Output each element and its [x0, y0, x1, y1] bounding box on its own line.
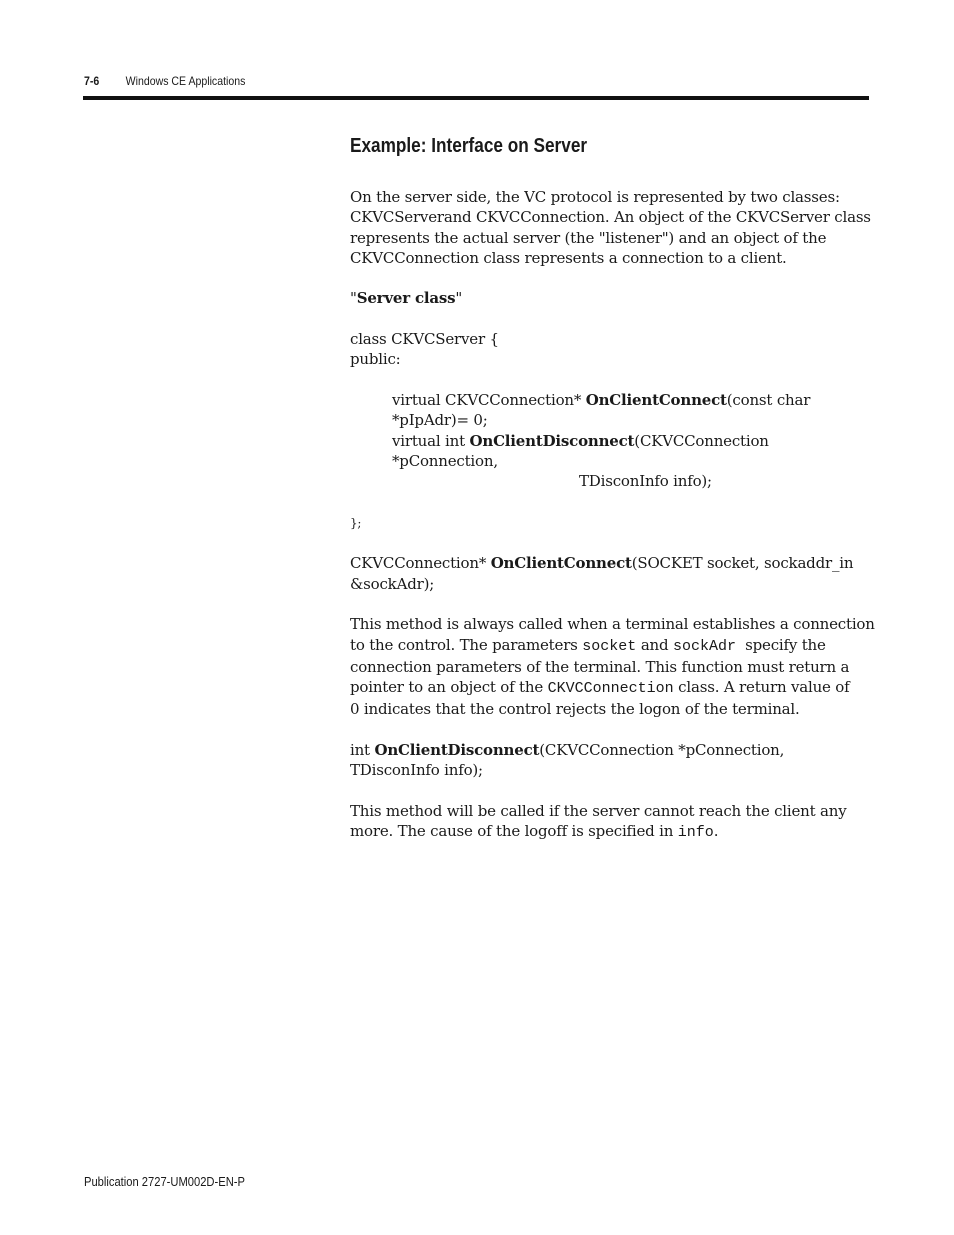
running-header [84, 74, 245, 88]
member-connect: virtual CKVCConnection* OnClientConnect(const char [392, 390, 811, 409]
intro-paragraph [350, 187, 870, 268]
section-title: Windows CE Applications [125, 74, 246, 88]
intro-line: CKVCServerand CKVCConnection. An object of the CKVCServer class [350, 208, 871, 227]
publication-footer: Publication 2727-UM002D-EN-P [84, 1174, 245, 1189]
class-decl-line: class CKVCServer { [350, 330, 499, 349]
code-info: info [677, 824, 714, 842]
connect-signature: CKVCConnection* OnClientConnect(SOCKET socket, sockaddr_in &sockAdr); [350, 554, 854, 593]
member-disconnect-cont2: TDisconInfo info); [579, 472, 712, 491]
connect-description: This method is always called when a terminal establishes a connection to the control. The parameters socket and sockAdr specify the connection parameters of the terminal. This function must return a pointer to an object of the CKVCConnection class. A return value of 0 indicates that the control rejects the logon of the terminal. [350, 615, 875, 719]
disconnect-description: This method will be called if the server cannot reach the client any more. The cause of the logoff is specified in info. [350, 801, 847, 842]
member-disconnect: virtual int OnClientDisconnect(CKVCConnection [392, 431, 769, 450]
server-class-bold: Server class [356, 289, 456, 308]
class-declaration [350, 329, 870, 370]
class-decl-line: public: [350, 350, 401, 369]
class-members [350, 390, 870, 491]
intro-line: CKVCConnection class represents a connection to a client. [350, 248, 787, 267]
code-ckvcconnection: CKVCConnection [547, 680, 674, 698]
server-class-label: "Server class" [350, 289, 463, 308]
body-text [350, 187, 875, 864]
intro-line: On the server side, the VC protocol is represented by two classes: [350, 188, 840, 206]
page-number: 7-6 [84, 74, 100, 88]
member-connect-cont: *pIpAdr)= 0; [392, 411, 488, 430]
intro-line: represents the actual server (the "listener") and an object of the [350, 228, 827, 247]
disconnect-signature: int OnClientDisconnect(CKVCConnection *pConnection, TDisconInfo info); [350, 741, 785, 780]
section-heading: Example: Interface on Server [350, 135, 588, 157]
closing-brace: }; [350, 515, 362, 530]
member-disconnect-cont: *pConnection, [392, 451, 498, 470]
code-sockadr: sockAdr [673, 637, 737, 655]
header-rule [83, 96, 869, 100]
code-socket: socket [582, 637, 637, 655]
